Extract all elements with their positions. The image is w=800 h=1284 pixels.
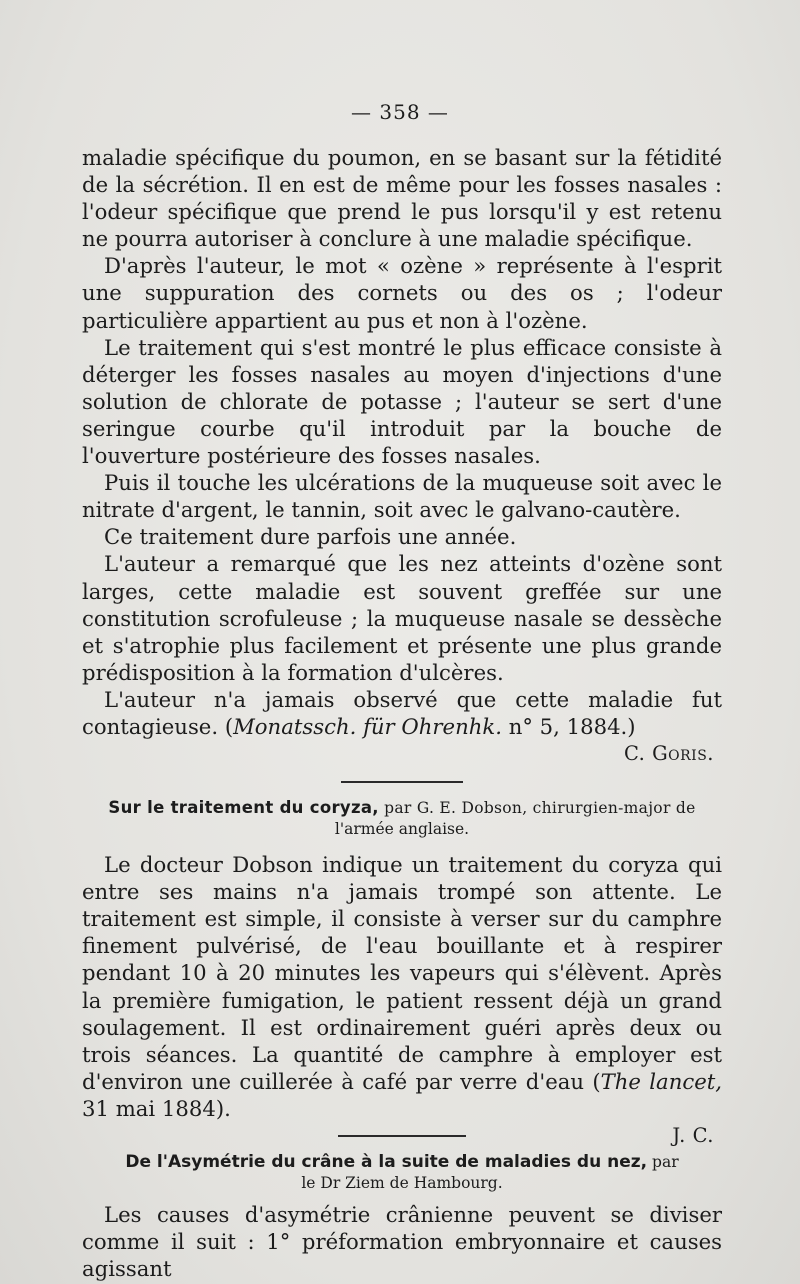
- article-2-byline-2: l'armée anglaise.: [334, 820, 470, 839]
- paragraph-5: Ce traitement dure parfois une année.: [104, 524, 517, 550]
- article-3-title-text: De l'Asymétrie du crâne à la suite de maladies du nez,: [125, 1152, 648, 1172]
- source-citation: Monatssch. für Ohrenhk.: [233, 713, 502, 739]
- article-2-source: The lancet,: [600, 1068, 722, 1094]
- paragraph-7-tail: n° 5, 1884.): [501, 713, 636, 739]
- signature-jc: J. C.: [672, 1124, 714, 1147]
- paragraph-7: [82, 686, 722, 740]
- section-divider-2: [338, 1135, 466, 1137]
- paragraph-7-text: L'auteur n'a jamais observé que cette maladie fut contagieuse. (: [82, 686, 722, 739]
- article-2-title: [82, 797, 722, 819]
- paragraph-2: D'après l'auteur, le mot « ozène » représente à l'esprit une suppuration des cornets ou des os ; l'odeur particulière appartient au pus et non à l'ozène.: [82, 253, 722, 333]
- paragraph-6: L'auteur a remarqué que les nez atteints d'ozène sont larges, cette maladie est souvent greffée sur une constitution scrofuleuse ; la muqueuse nasale se dessèche et s'atrophie plus facilement et présente une plus grande prédisposition à la formation d'ulcères.: [82, 551, 722, 685]
- article-3-byline: par: [647, 1153, 679, 1171]
- article-3-byline-2: le Dr Ziem de Hambourg.: [301, 1174, 503, 1192]
- article-2-byline: par G. E. Dobson, chirurgien-major de: [378, 799, 696, 818]
- article-2-title-text: Sur le traitement du coryza,: [108, 798, 379, 818]
- paragraph-3: Le traitement qui s'est montré le plus efficace consiste à déterger les fosses nasales au moyen d'injections d'une solution de chlorate de potasse ; l'auteur se sert d'une seringue courbe qu'il introduit par la bouche de l'ouverture postérieure des fosses nasales.: [82, 334, 722, 469]
- signature-goris: C. Goris.: [623, 742, 714, 766]
- article-2-paragraph-text: Le docteur Dobson indique un traitement du coryza qui entre ses mains n'a jamais trompé son attente. Le traitement est simple, il consiste à verser sur du camphre finement pulvérisé, de l'eau bouillante et à respirer pendant 10 à 20 minutes les vapeurs qui s'élèvent. Après la première fumigation, le patient ressent déjà un grand soulagement. Il est ordinairement guéri après deux ou trois séances. La quantité de camphre à employer est d'environ une cuillerée à café par verre d'eau (: [82, 852, 722, 1094]
- article-3-paragraph: Les causes d'asymétrie crânienne peuvent se diviser comme il suit : 1° préformation embryonnaire et causes agissant: [82, 1202, 722, 1282]
- paragraph-4: Puis il touche les ulcérations de la muqueuse soit avec le nitrate d'argent, le tannin, soit avec le galvano-cautère.: [82, 470, 722, 523]
- article-ozene-continuation: [82, 144, 722, 1282]
- paragraph-1: maladie spécifique du poumon, en se basant sur la fétidité de la sécrétion. Il en est de même pour les fosses nasales : l'odeur spécifique que prend le pus lorsqu'il y est retenu ne pourra autoriser à conclure à une maladie spécifique.: [82, 145, 722, 252]
- article-2-paragraph-tail: 31 mai 1884).: [82, 1095, 231, 1121]
- article-3-title: [82, 1151, 722, 1173]
- page-number: — 358 —: [351, 100, 449, 124]
- section-divider: [341, 781, 463, 783]
- article-2-paragraph: [82, 851, 722, 1122]
